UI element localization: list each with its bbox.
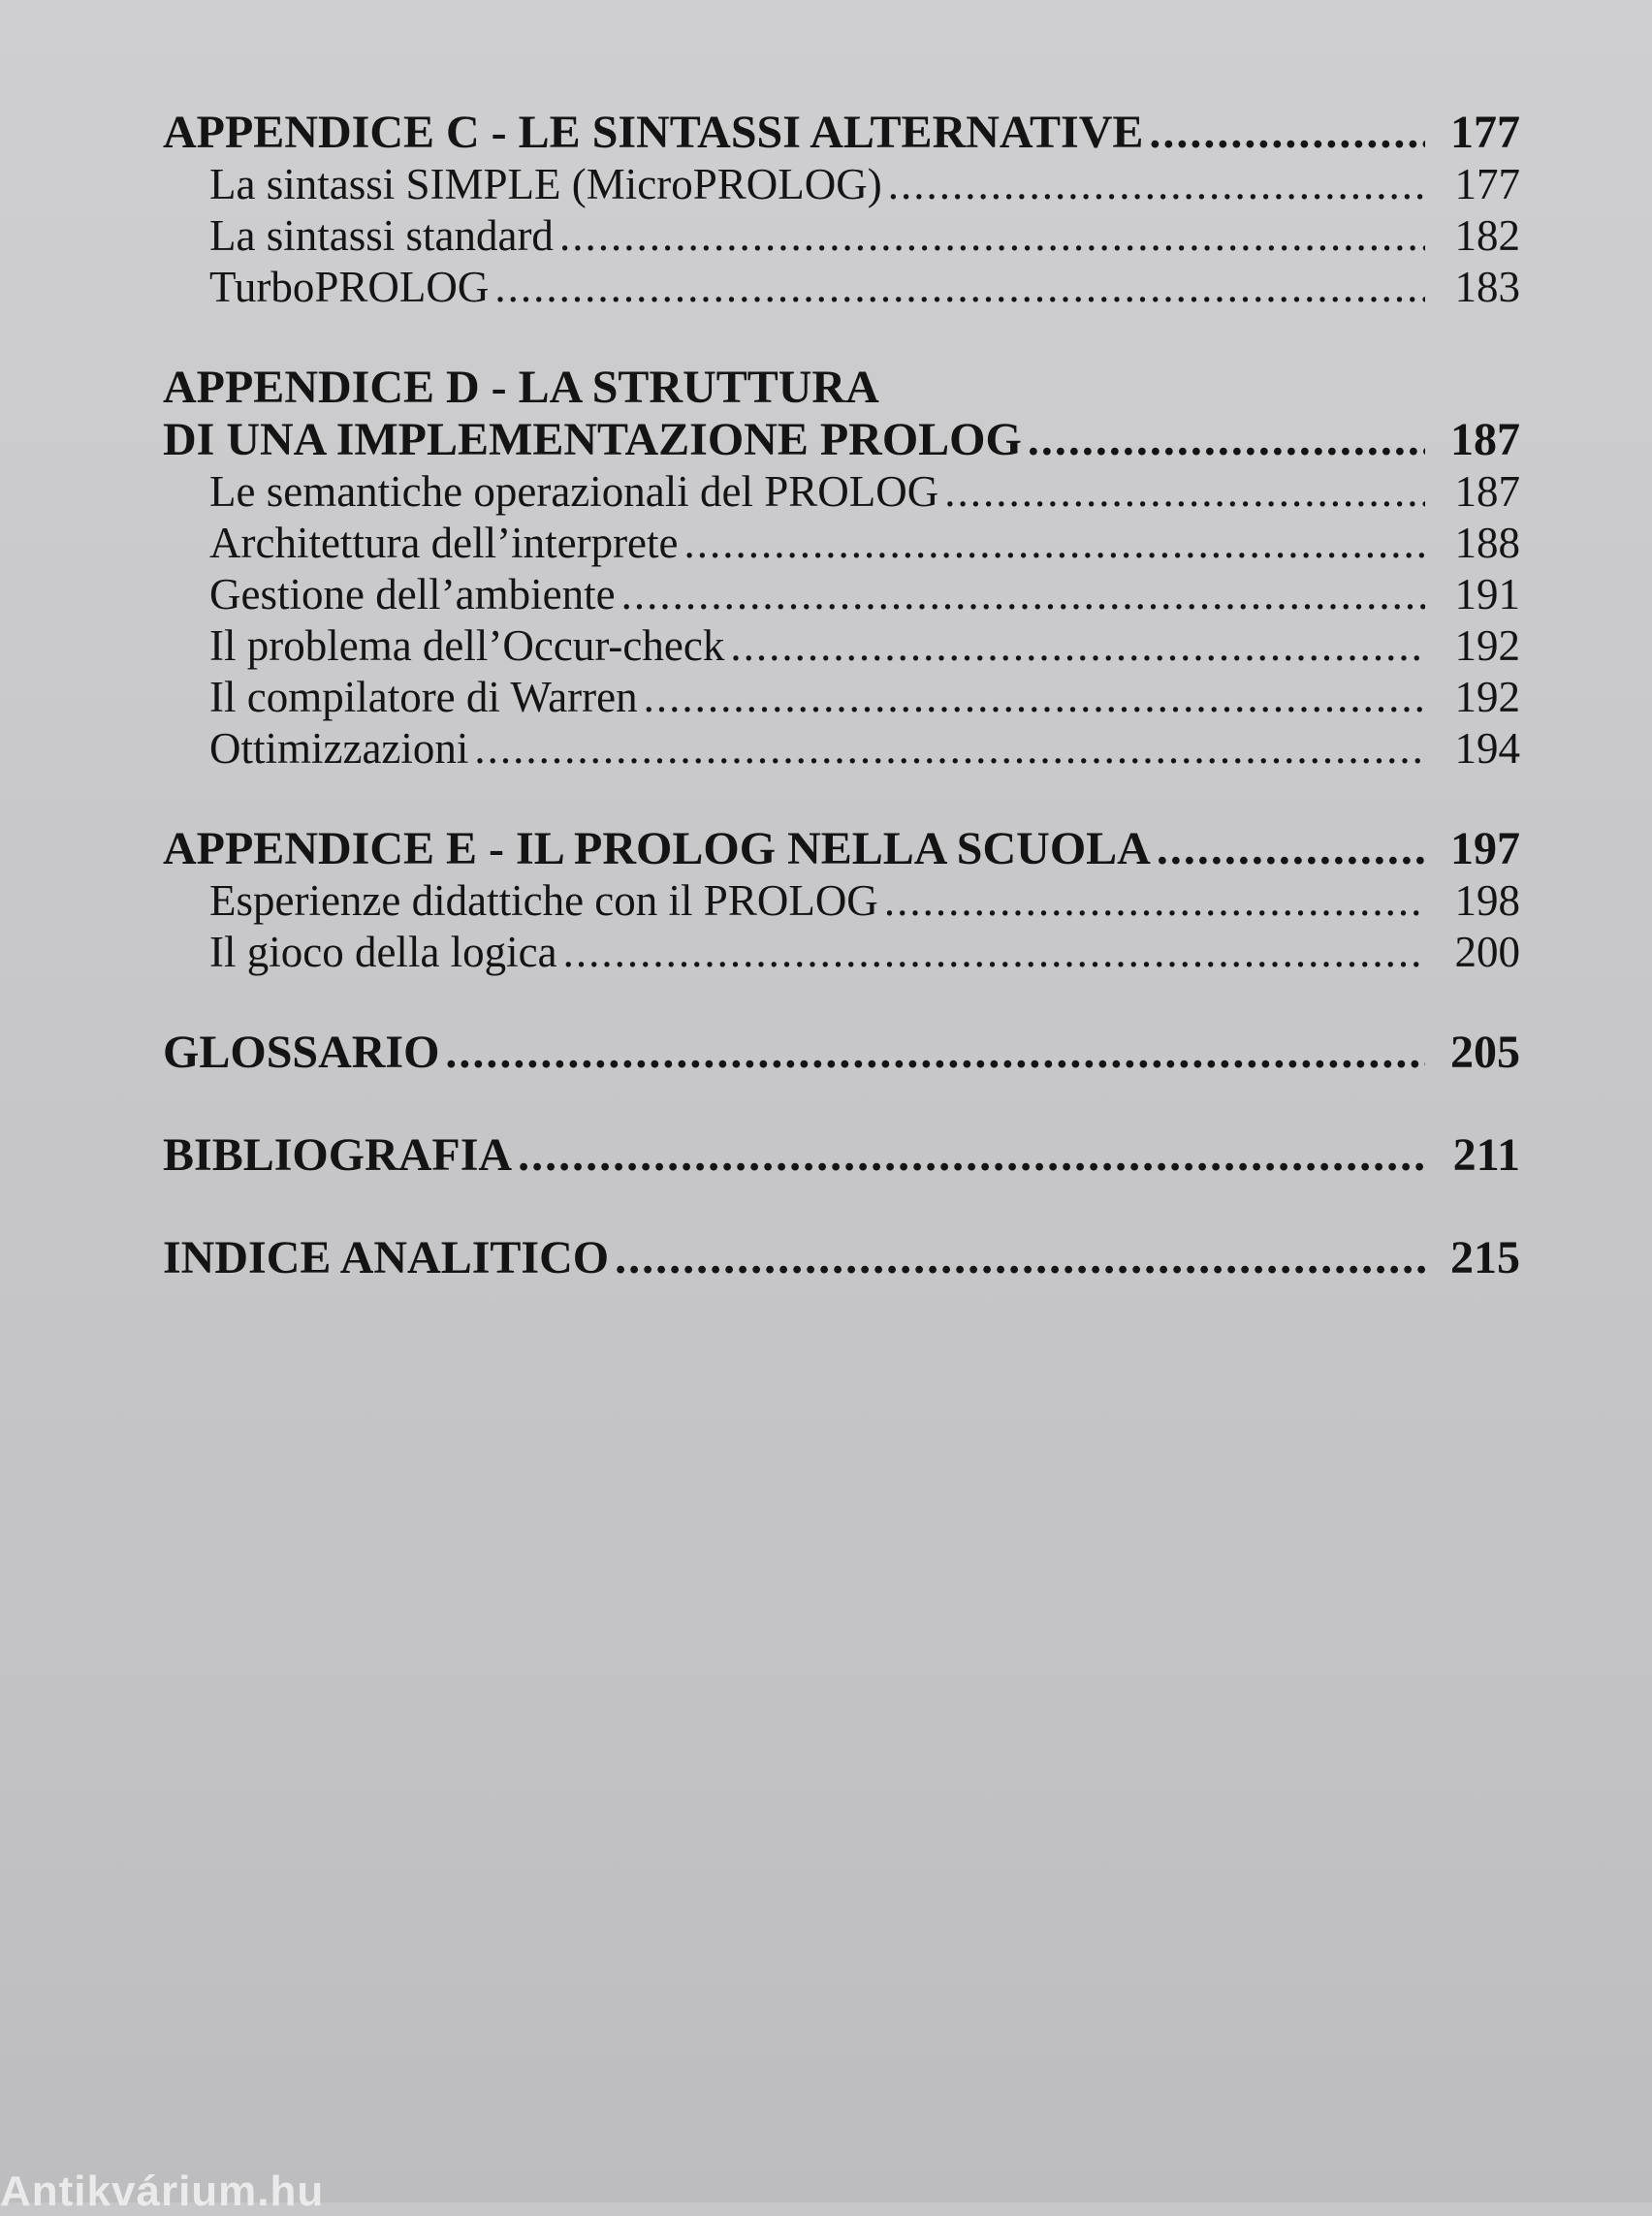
toc-item <box>163 210 1520 262</box>
page-number: 205 <box>1450 1027 1520 1078</box>
dot-leader <box>1149 107 1425 159</box>
watermark-text: Antikvárium.hu <box>0 2168 325 2215</box>
toc-group-bibliografia <box>163 1129 1520 1182</box>
dot-leader <box>563 927 1425 978</box>
page-number: 187 <box>1450 414 1520 465</box>
toc-group-glossario <box>163 1027 1520 1079</box>
toc-item <box>163 569 1520 620</box>
dot-leader <box>730 620 1425 672</box>
toc-item <box>163 262 1520 313</box>
toc-item <box>163 723 1520 775</box>
item-title: TurboPROLOG <box>209 263 490 311</box>
item-title: La sintassi standard <box>209 211 554 260</box>
toc-chapter-glossario <box>163 1027 1520 1079</box>
dot-leader <box>445 1027 1425 1079</box>
table-of-contents <box>163 107 1520 1335</box>
item-title: Ottimizzazioni <box>209 724 469 773</box>
item-title: Il gioco della logica <box>209 928 557 976</box>
page-number: 188 <box>1454 519 1520 567</box>
item-title: La sintassi SIMPLE (MicroPROLOG) <box>209 160 882 208</box>
item-title: Gestione dell’ambiente <box>209 570 616 618</box>
chapter-title: INDICE ANALITICO <box>163 1232 610 1283</box>
chapter-title-line-1: APPENDICE D - LA STRUTTURA <box>163 362 879 413</box>
toc-item <box>163 927 1520 978</box>
toc-chapter-appendix-d <box>163 414 1520 466</box>
dot-leader <box>944 466 1425 518</box>
dot-leader <box>888 159 1425 210</box>
toc-item <box>163 875 1520 927</box>
dot-leader <box>884 875 1425 927</box>
toc-group-appendix-d <box>163 362 1520 775</box>
chapter-title: APPENDICE C - LE SINTASSI ALTERNATIVE <box>163 107 1144 158</box>
item-title: Esperienze didattiche con il PROLOG <box>209 876 878 925</box>
dot-leader <box>621 569 1425 620</box>
page-number: 177 <box>1450 107 1520 158</box>
page-number: 192 <box>1454 621 1520 670</box>
page-number: 187 <box>1454 467 1520 516</box>
item-title: Il problema dell’Occur-check <box>209 621 725 670</box>
dot-leader <box>474 723 1425 775</box>
page-number: 211 <box>1452 1129 1520 1181</box>
toc-chapter-indice-analitico <box>163 1232 1520 1284</box>
dot-leader <box>559 210 1425 262</box>
dot-leader <box>518 1129 1425 1182</box>
item-title: Le semantiche operazionali del PROLOG <box>209 467 939 516</box>
dot-leader <box>1157 823 1425 875</box>
page-number: 191 <box>1454 570 1520 618</box>
toc-chapter-appendix-c <box>163 107 1520 159</box>
toc-group-indice <box>163 1232 1520 1284</box>
toc-chapter-bibliografia <box>163 1129 1520 1182</box>
page-number: 198 <box>1454 876 1520 925</box>
page-number: 194 <box>1454 724 1520 773</box>
chapter-title: BIBLIOGRAFIA <box>163 1129 513 1181</box>
toc-item <box>163 672 1520 723</box>
dot-leader <box>615 1232 1425 1284</box>
page-number: 182 <box>1454 211 1520 260</box>
toc-item <box>163 518 1520 569</box>
toc-item <box>163 620 1520 672</box>
dot-leader <box>644 672 1425 723</box>
page-number: 192 <box>1454 673 1520 721</box>
page-number: 177 <box>1454 160 1520 208</box>
dot-leader <box>1028 414 1425 466</box>
item-title: Architettura dell’interprete <box>209 519 679 567</box>
page-number: 200 <box>1454 928 1520 976</box>
dot-leader <box>494 262 1425 313</box>
toc-group-appendix-e <box>163 823 1520 978</box>
toc-item <box>163 466 1520 518</box>
page-number: 215 <box>1450 1232 1520 1283</box>
toc-item <box>163 159 1520 210</box>
chapter-title: GLOSSARIO <box>163 1027 440 1078</box>
toc-group-appendix-c <box>163 107 1520 313</box>
dot-leader <box>684 518 1425 569</box>
page-number: 197 <box>1450 823 1520 874</box>
chapter-title: APPENDICE E - IL PROLOG NELLA SCUOLA <box>163 823 1151 874</box>
chapter-title-line-2: DI UNA IMPLEMENTAZIONE PROLOG <box>163 414 1022 465</box>
page-number: 183 <box>1454 263 1520 311</box>
toc-chapter-appendix-e <box>163 823 1520 875</box>
item-title: Il compilatore di Warren <box>209 673 638 721</box>
